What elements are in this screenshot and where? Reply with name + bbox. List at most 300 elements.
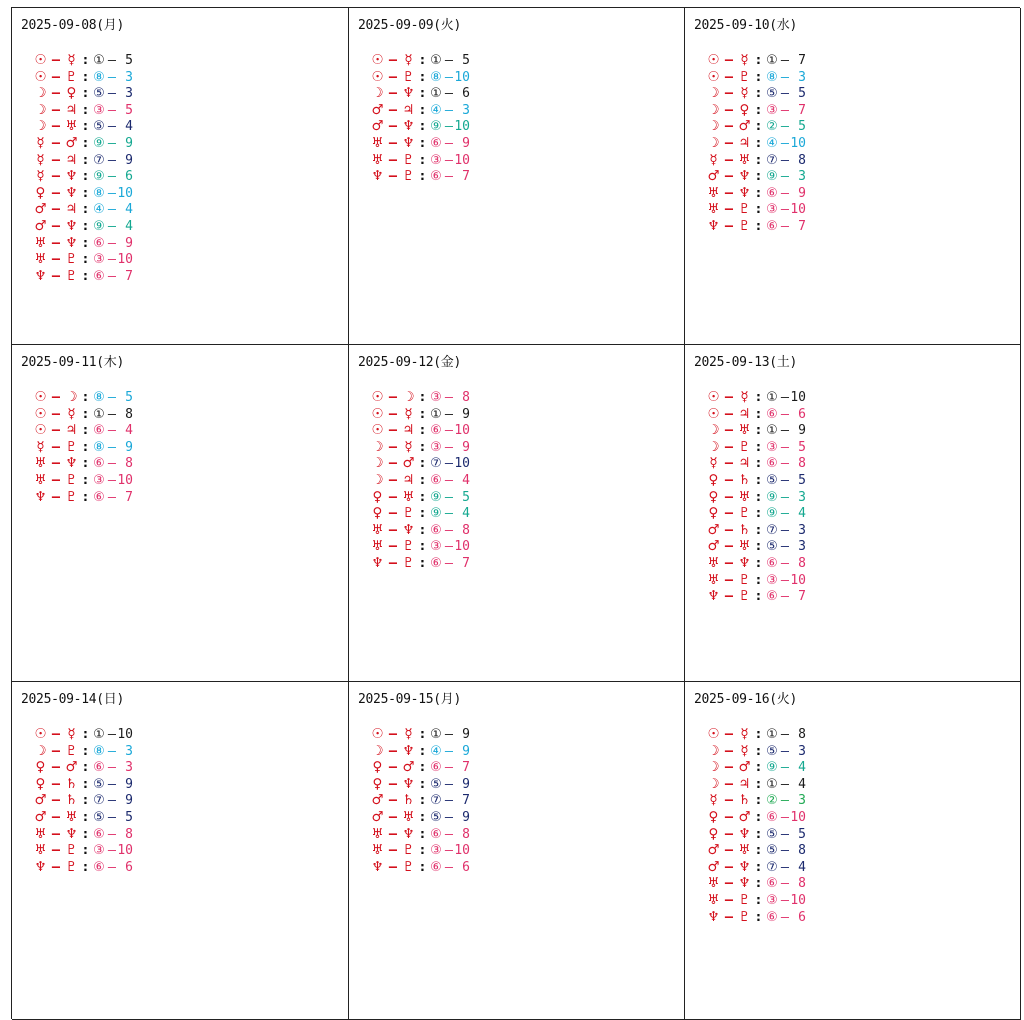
aspect-row bbox=[369, 842, 470, 859]
dash-separator: – bbox=[724, 151, 734, 168]
aspect-row bbox=[32, 455, 133, 472]
dash-separator: – bbox=[444, 726, 454, 742]
aspect-row bbox=[705, 455, 806, 472]
colon-separator: : bbox=[81, 85, 90, 102]
orb-value: 5 bbox=[462, 53, 470, 68]
dash-separator: – bbox=[724, 389, 734, 405]
dash-separator: – bbox=[388, 538, 398, 555]
dash-separator: – bbox=[724, 68, 734, 85]
planet-2-symbol: ♀ bbox=[739, 101, 750, 118]
colon-separator: : bbox=[418, 52, 427, 68]
dash-separator: – bbox=[780, 488, 790, 505]
day-date: 2025-09-12(金) bbox=[358, 355, 462, 370]
aspect-row bbox=[705, 185, 806, 202]
aspect-row bbox=[705, 489, 806, 506]
planet-2-symbol: ♃ bbox=[402, 471, 415, 488]
orb-value: 10 bbox=[117, 727, 133, 742]
aspect-number: ⑧ bbox=[93, 439, 105, 455]
aspect-row bbox=[705, 875, 806, 892]
planet-1-symbol: ♅ bbox=[707, 201, 720, 218]
planet-2-symbol: ♇ bbox=[402, 842, 415, 859]
planet-2-symbol: ♆ bbox=[402, 118, 415, 135]
orb-value: 7 bbox=[462, 760, 470, 776]
aspect-number: ⑧ bbox=[430, 69, 442, 85]
aspect-number: ⑥ bbox=[93, 859, 105, 875]
aspect-number: ⑥ bbox=[430, 760, 442, 776]
planet-2-symbol: ♇ bbox=[65, 267, 78, 284]
orb-value: 8 bbox=[462, 826, 470, 842]
planet-1-symbol: ♀ bbox=[708, 808, 719, 825]
aspect-row bbox=[369, 455, 470, 472]
orb-value: 9 bbox=[125, 776, 133, 792]
orb-value: 8 bbox=[798, 555, 806, 571]
planet-2-symbol: ♃ bbox=[402, 101, 415, 118]
aspect-number: ⑥ bbox=[766, 876, 778, 892]
dash-separator: – bbox=[724, 908, 734, 925]
colon-separator: : bbox=[754, 571, 763, 588]
orb-value: 5 bbox=[125, 809, 133, 825]
colon-separator: : bbox=[754, 505, 763, 522]
aspect-row bbox=[369, 439, 470, 456]
colon-separator: : bbox=[81, 825, 90, 842]
colon-separator: : bbox=[754, 101, 763, 118]
planet-1-symbol: ♀ bbox=[372, 759, 383, 776]
aspect-row bbox=[369, 726, 470, 743]
dash-separator: – bbox=[107, 488, 117, 505]
dash-separator: – bbox=[51, 251, 61, 268]
orb-value: 5 bbox=[125, 390, 133, 405]
aspect-row bbox=[32, 776, 133, 793]
dash-separator: – bbox=[724, 455, 734, 472]
planet-2-symbol: ♆ bbox=[65, 825, 78, 842]
orb-value: 9 bbox=[125, 135, 133, 151]
aspect-number: ⑨ bbox=[766, 506, 778, 522]
colon-separator: : bbox=[81, 151, 90, 168]
orb-value: 8 bbox=[125, 456, 133, 472]
planet-1-symbol: ☉ bbox=[707, 389, 720, 405]
orb-value: 4 bbox=[125, 119, 133, 135]
dash-separator: – bbox=[780, 455, 790, 472]
aspect-number: ⑥ bbox=[766, 589, 778, 605]
planet-1-symbol: ☽ bbox=[707, 775, 720, 792]
aspect-number: ⑥ bbox=[93, 268, 105, 284]
aspect-row bbox=[705, 522, 806, 539]
planet-2-symbol: ♆ bbox=[65, 184, 78, 201]
colon-separator: : bbox=[81, 422, 90, 439]
dash-separator: – bbox=[444, 842, 454, 859]
dash-separator: – bbox=[724, 759, 734, 776]
planet-2-symbol: ☿ bbox=[67, 405, 76, 422]
colon-separator: : bbox=[754, 588, 763, 605]
aspect-number: ⑦ bbox=[430, 793, 442, 809]
dash-separator: – bbox=[388, 134, 398, 151]
orb-value: 10 bbox=[454, 843, 470, 859]
colon-separator: : bbox=[418, 422, 427, 439]
dash-separator: – bbox=[780, 168, 790, 185]
aspect-row bbox=[32, 826, 133, 843]
aspect-number: ① bbox=[766, 776, 778, 792]
dash-separator: – bbox=[51, 134, 61, 151]
aspect-number: ① bbox=[430, 727, 442, 742]
aspect-row bbox=[32, 842, 133, 859]
dash-separator: – bbox=[444, 825, 454, 842]
planet-1-symbol: ☽ bbox=[34, 118, 47, 135]
aspect-number: ⑤ bbox=[93, 86, 105, 102]
aspect-list bbox=[32, 52, 133, 284]
planet-2-symbol: ♃ bbox=[65, 101, 78, 118]
dash-separator: – bbox=[107, 68, 117, 85]
orb-value: 5 bbox=[798, 119, 806, 135]
aspect-number: ⑤ bbox=[430, 809, 442, 825]
planet-1-symbol: ☿ bbox=[709, 151, 718, 168]
orb-value: 7 bbox=[125, 268, 133, 284]
dash-separator: – bbox=[51, 775, 61, 792]
orb-value: 7 bbox=[798, 589, 806, 605]
aspect-row bbox=[705, 743, 806, 760]
planet-2-symbol: ♆ bbox=[738, 554, 751, 571]
dash-separator: – bbox=[388, 792, 398, 809]
dash-separator: – bbox=[388, 405, 398, 422]
planet-2-symbol: ♅ bbox=[402, 808, 415, 825]
colon-separator: : bbox=[754, 891, 763, 908]
aspect-number: ⑨ bbox=[430, 506, 442, 522]
orb-value: 9 bbox=[125, 235, 133, 251]
planet-1-symbol: ♂ bbox=[371, 118, 384, 135]
aspect-row bbox=[705, 909, 806, 926]
planet-1-symbol: ♆ bbox=[34, 267, 47, 284]
orb-value: 7 bbox=[462, 793, 470, 809]
colon-separator: : bbox=[81, 858, 90, 875]
planet-2-symbol: ♅ bbox=[738, 422, 751, 439]
orb-value: 9 bbox=[125, 152, 133, 168]
day-cell bbox=[12, 8, 349, 345]
dash-separator: – bbox=[107, 422, 117, 439]
colon-separator: : bbox=[81, 251, 90, 268]
dash-separator: – bbox=[724, 858, 734, 875]
orb-value: 10 bbox=[454, 69, 470, 85]
dash-separator: – bbox=[444, 438, 454, 455]
planet-1-symbol: ♂ bbox=[34, 792, 47, 809]
aspect-row bbox=[705, 842, 806, 859]
aspect-row bbox=[705, 472, 806, 489]
dash-separator: – bbox=[107, 742, 117, 759]
orb-value: 6 bbox=[462, 86, 470, 102]
orb-value: 3 bbox=[125, 69, 133, 85]
aspect-number: ⑦ bbox=[93, 793, 105, 809]
orb-value: 4 bbox=[798, 506, 806, 522]
planet-1-symbol: ☽ bbox=[707, 438, 720, 455]
dash-separator: – bbox=[724, 554, 734, 571]
colon-separator: : bbox=[418, 455, 427, 472]
dash-separator: – bbox=[107, 101, 117, 118]
dash-separator: – bbox=[107, 134, 117, 151]
colon-separator: : bbox=[754, 168, 763, 185]
planet-2-symbol: ♇ bbox=[65, 438, 78, 455]
planet-1-symbol: ☉ bbox=[371, 68, 384, 85]
dash-separator: – bbox=[51, 118, 61, 135]
aspect-list bbox=[369, 389, 470, 572]
aspect-number: ⑤ bbox=[93, 809, 105, 825]
dash-separator: – bbox=[724, 538, 734, 555]
dash-separator: – bbox=[780, 908, 790, 925]
dash-separator: – bbox=[51, 184, 61, 201]
planet-2-symbol: ☿ bbox=[740, 726, 749, 742]
planet-2-symbol: ♂ bbox=[65, 759, 78, 776]
planet-2-symbol: ♂ bbox=[402, 455, 415, 472]
day-date: 2025-09-15(月) bbox=[358, 692, 462, 707]
dash-separator: – bbox=[51, 217, 61, 234]
orb-value: 10 bbox=[790, 135, 806, 151]
aspect-row bbox=[369, 422, 470, 439]
dash-separator: – bbox=[107, 438, 117, 455]
dash-separator: – bbox=[724, 808, 734, 825]
dash-separator: – bbox=[444, 775, 454, 792]
aspect-number: ⑤ bbox=[766, 472, 778, 488]
dash-separator: – bbox=[51, 101, 61, 118]
dash-separator: – bbox=[388, 742, 398, 759]
dash-separator: – bbox=[51, 742, 61, 759]
planet-1-symbol: ♅ bbox=[707, 554, 720, 571]
planet-1-symbol: ♂ bbox=[34, 201, 47, 218]
dash-separator: – bbox=[51, 858, 61, 875]
orb-value: 5 bbox=[798, 439, 806, 455]
aspect-number: ⑥ bbox=[430, 859, 442, 875]
orb-value: 8 bbox=[798, 843, 806, 859]
planet-1-symbol: ☉ bbox=[707, 52, 720, 68]
day-date: 2025-09-14(日) bbox=[21, 692, 125, 707]
aspect-row bbox=[369, 792, 470, 809]
planet-2-symbol: ♃ bbox=[738, 134, 751, 151]
aspect-number: ⑦ bbox=[766, 859, 778, 875]
dash-separator: – bbox=[780, 389, 790, 405]
planet-1-symbol: ☽ bbox=[34, 101, 47, 118]
aspect-row bbox=[369, 69, 470, 86]
orb-value: 3 bbox=[798, 489, 806, 505]
dash-separator: – bbox=[444, 554, 454, 571]
dash-separator: – bbox=[51, 422, 61, 439]
orb-value: 3 bbox=[798, 793, 806, 809]
aspect-number: ⑥ bbox=[93, 456, 105, 472]
aspect-number: ③ bbox=[430, 390, 442, 405]
planet-1-symbol: ♅ bbox=[371, 842, 384, 859]
dash-separator: – bbox=[724, 438, 734, 455]
planet-2-symbol: ☿ bbox=[740, 742, 749, 759]
aspect-number: ③ bbox=[430, 539, 442, 555]
colon-separator: : bbox=[81, 52, 90, 68]
day-cell bbox=[685, 345, 1021, 682]
dash-separator: – bbox=[51, 842, 61, 859]
dash-separator: – bbox=[107, 455, 117, 472]
aspect-number: ⑥ bbox=[430, 472, 442, 488]
aspect-number: ⑤ bbox=[766, 826, 778, 842]
aspect-number: ⑥ bbox=[93, 489, 105, 505]
dash-separator: – bbox=[780, 842, 790, 859]
aspect-number: ⑥ bbox=[766, 218, 778, 234]
colon-separator: : bbox=[754, 742, 763, 759]
colon-separator: : bbox=[754, 908, 763, 925]
aspect-number: ⑥ bbox=[766, 909, 778, 925]
dash-separator: – bbox=[388, 151, 398, 168]
dash-separator: – bbox=[51, 438, 61, 455]
planet-2-symbol: ♆ bbox=[402, 775, 415, 792]
day-date: 2025-09-16(火) bbox=[694, 692, 798, 707]
planet-2-symbol: ♇ bbox=[402, 538, 415, 555]
aspect-row bbox=[705, 201, 806, 218]
aspect-row bbox=[705, 776, 806, 793]
dash-separator: – bbox=[780, 538, 790, 555]
aspect-number: ① bbox=[93, 53, 105, 68]
aspect-row bbox=[32, 201, 133, 218]
orb-value: 10 bbox=[117, 843, 133, 859]
planet-2-symbol: ♇ bbox=[738, 201, 751, 218]
planet-2-symbol: ♆ bbox=[738, 875, 751, 892]
aspect-list bbox=[32, 726, 133, 875]
dash-separator: – bbox=[388, 726, 398, 742]
aspect-row bbox=[32, 489, 133, 506]
orb-value: 5 bbox=[125, 102, 133, 118]
planet-2-symbol: ♃ bbox=[738, 775, 751, 792]
aspect-number: ⑨ bbox=[766, 169, 778, 185]
aspect-number: ⑧ bbox=[93, 743, 105, 759]
aspect-number: ⑤ bbox=[93, 776, 105, 792]
orb-value: 4 bbox=[125, 202, 133, 218]
day-cell bbox=[12, 345, 349, 682]
dash-separator: – bbox=[51, 759, 61, 776]
orb-value: 9 bbox=[462, 743, 470, 759]
planet-2-symbol: ♃ bbox=[402, 422, 415, 439]
colon-separator: : bbox=[418, 101, 427, 118]
dash-separator: – bbox=[780, 588, 790, 605]
aspect-number: ① bbox=[766, 390, 778, 405]
aspect-row bbox=[705, 572, 806, 589]
colon-separator: : bbox=[418, 775, 427, 792]
planet-1-symbol: ☽ bbox=[34, 742, 47, 759]
dash-separator: – bbox=[780, 184, 790, 201]
aspect-row bbox=[705, 588, 806, 605]
dash-separator: – bbox=[388, 118, 398, 135]
dash-separator: – bbox=[51, 488, 61, 505]
planet-2-symbol: ♅ bbox=[402, 488, 415, 505]
colon-separator: : bbox=[81, 842, 90, 859]
planet-1-symbol: ♂ bbox=[707, 858, 720, 875]
aspect-number: ⑥ bbox=[93, 423, 105, 439]
aspect-number: ⑧ bbox=[93, 185, 105, 201]
aspect-row bbox=[705, 406, 806, 423]
dash-separator: – bbox=[107, 825, 117, 842]
day-cell bbox=[12, 682, 349, 1020]
aspect-number: ⑨ bbox=[93, 135, 105, 151]
aspect-row bbox=[705, 859, 806, 876]
orb-value: 9 bbox=[798, 423, 806, 439]
dash-separator: – bbox=[444, 742, 454, 759]
dash-separator: – bbox=[444, 792, 454, 809]
aspect-number: ⑤ bbox=[766, 743, 778, 759]
aspect-number: ③ bbox=[430, 152, 442, 168]
day-date: 2025-09-08(月) bbox=[21, 18, 125, 33]
planet-2-symbol: ♃ bbox=[738, 405, 751, 422]
planet-2-symbol: ♇ bbox=[738, 891, 751, 908]
colon-separator: : bbox=[81, 438, 90, 455]
orb-value: 9 bbox=[462, 135, 470, 151]
colon-separator: : bbox=[81, 101, 90, 118]
aspect-number: ② bbox=[766, 793, 778, 809]
dash-separator: – bbox=[444, 168, 454, 185]
dash-separator: – bbox=[724, 792, 734, 809]
dash-separator: – bbox=[780, 217, 790, 234]
aspect-row bbox=[32, 792, 133, 809]
planet-1-symbol: ☽ bbox=[371, 438, 384, 455]
planet-1-symbol: ♂ bbox=[707, 521, 720, 538]
aspect-number: ① bbox=[430, 86, 442, 102]
planet-2-symbol: ♇ bbox=[402, 554, 415, 571]
planet-1-symbol: ♂ bbox=[707, 842, 720, 859]
day-date: 2025-09-10(水) bbox=[694, 18, 798, 33]
aspect-list bbox=[32, 389, 133, 505]
dash-separator: – bbox=[107, 168, 117, 185]
planet-2-symbol: ♇ bbox=[402, 858, 415, 875]
planet-1-symbol: ☉ bbox=[707, 405, 720, 422]
aspect-row bbox=[705, 422, 806, 439]
aspect-row bbox=[32, 69, 133, 86]
planet-1-symbol: ♅ bbox=[371, 538, 384, 555]
dash-separator: – bbox=[724, 875, 734, 892]
aspect-row bbox=[32, 102, 133, 119]
aspect-row bbox=[705, 826, 806, 843]
planet-1-symbol: ☉ bbox=[34, 389, 47, 405]
dash-separator: – bbox=[388, 101, 398, 118]
aspect-number: ② bbox=[766, 119, 778, 135]
colon-separator: : bbox=[754, 842, 763, 859]
orb-value: 9 bbox=[125, 793, 133, 809]
orb-value: 3 bbox=[462, 102, 470, 118]
planet-2-symbol: ♇ bbox=[738, 438, 751, 455]
planet-2-symbol: ♄ bbox=[738, 792, 751, 809]
dash-separator: – bbox=[780, 808, 790, 825]
orb-value: 9 bbox=[798, 185, 806, 201]
dash-separator: – bbox=[780, 825, 790, 842]
planet-2-symbol: ♂ bbox=[402, 759, 415, 776]
dash-separator: – bbox=[388, 775, 398, 792]
dash-separator: – bbox=[444, 488, 454, 505]
aspect-number: ⑥ bbox=[430, 555, 442, 571]
aspect-number: ③ bbox=[93, 252, 105, 268]
dash-separator: – bbox=[780, 742, 790, 759]
orb-value: 9 bbox=[462, 439, 470, 455]
colon-separator: : bbox=[418, 505, 427, 522]
aspect-number: ③ bbox=[766, 892, 778, 908]
colon-separator: : bbox=[418, 389, 427, 405]
planet-2-symbol: ♂ bbox=[738, 118, 751, 135]
aspect-row bbox=[705, 538, 806, 555]
colon-separator: : bbox=[418, 68, 427, 85]
dash-separator: – bbox=[724, 726, 734, 742]
dash-separator: – bbox=[444, 521, 454, 538]
planet-2-symbol: ☿ bbox=[740, 85, 749, 102]
colon-separator: : bbox=[754, 759, 763, 776]
planet-1-symbol: ☉ bbox=[34, 726, 47, 742]
aspect-list bbox=[369, 726, 470, 875]
aspect-number: ⑤ bbox=[766, 539, 778, 555]
dash-separator: – bbox=[724, 588, 734, 605]
dash-separator: – bbox=[388, 68, 398, 85]
colon-separator: : bbox=[81, 118, 90, 135]
orb-value: 10 bbox=[454, 119, 470, 135]
planet-2-symbol: ♆ bbox=[738, 168, 751, 185]
aspect-row bbox=[705, 792, 806, 809]
orb-value: 3 bbox=[125, 86, 133, 102]
dash-separator: – bbox=[107, 217, 117, 234]
planet-2-symbol: ♇ bbox=[402, 505, 415, 522]
